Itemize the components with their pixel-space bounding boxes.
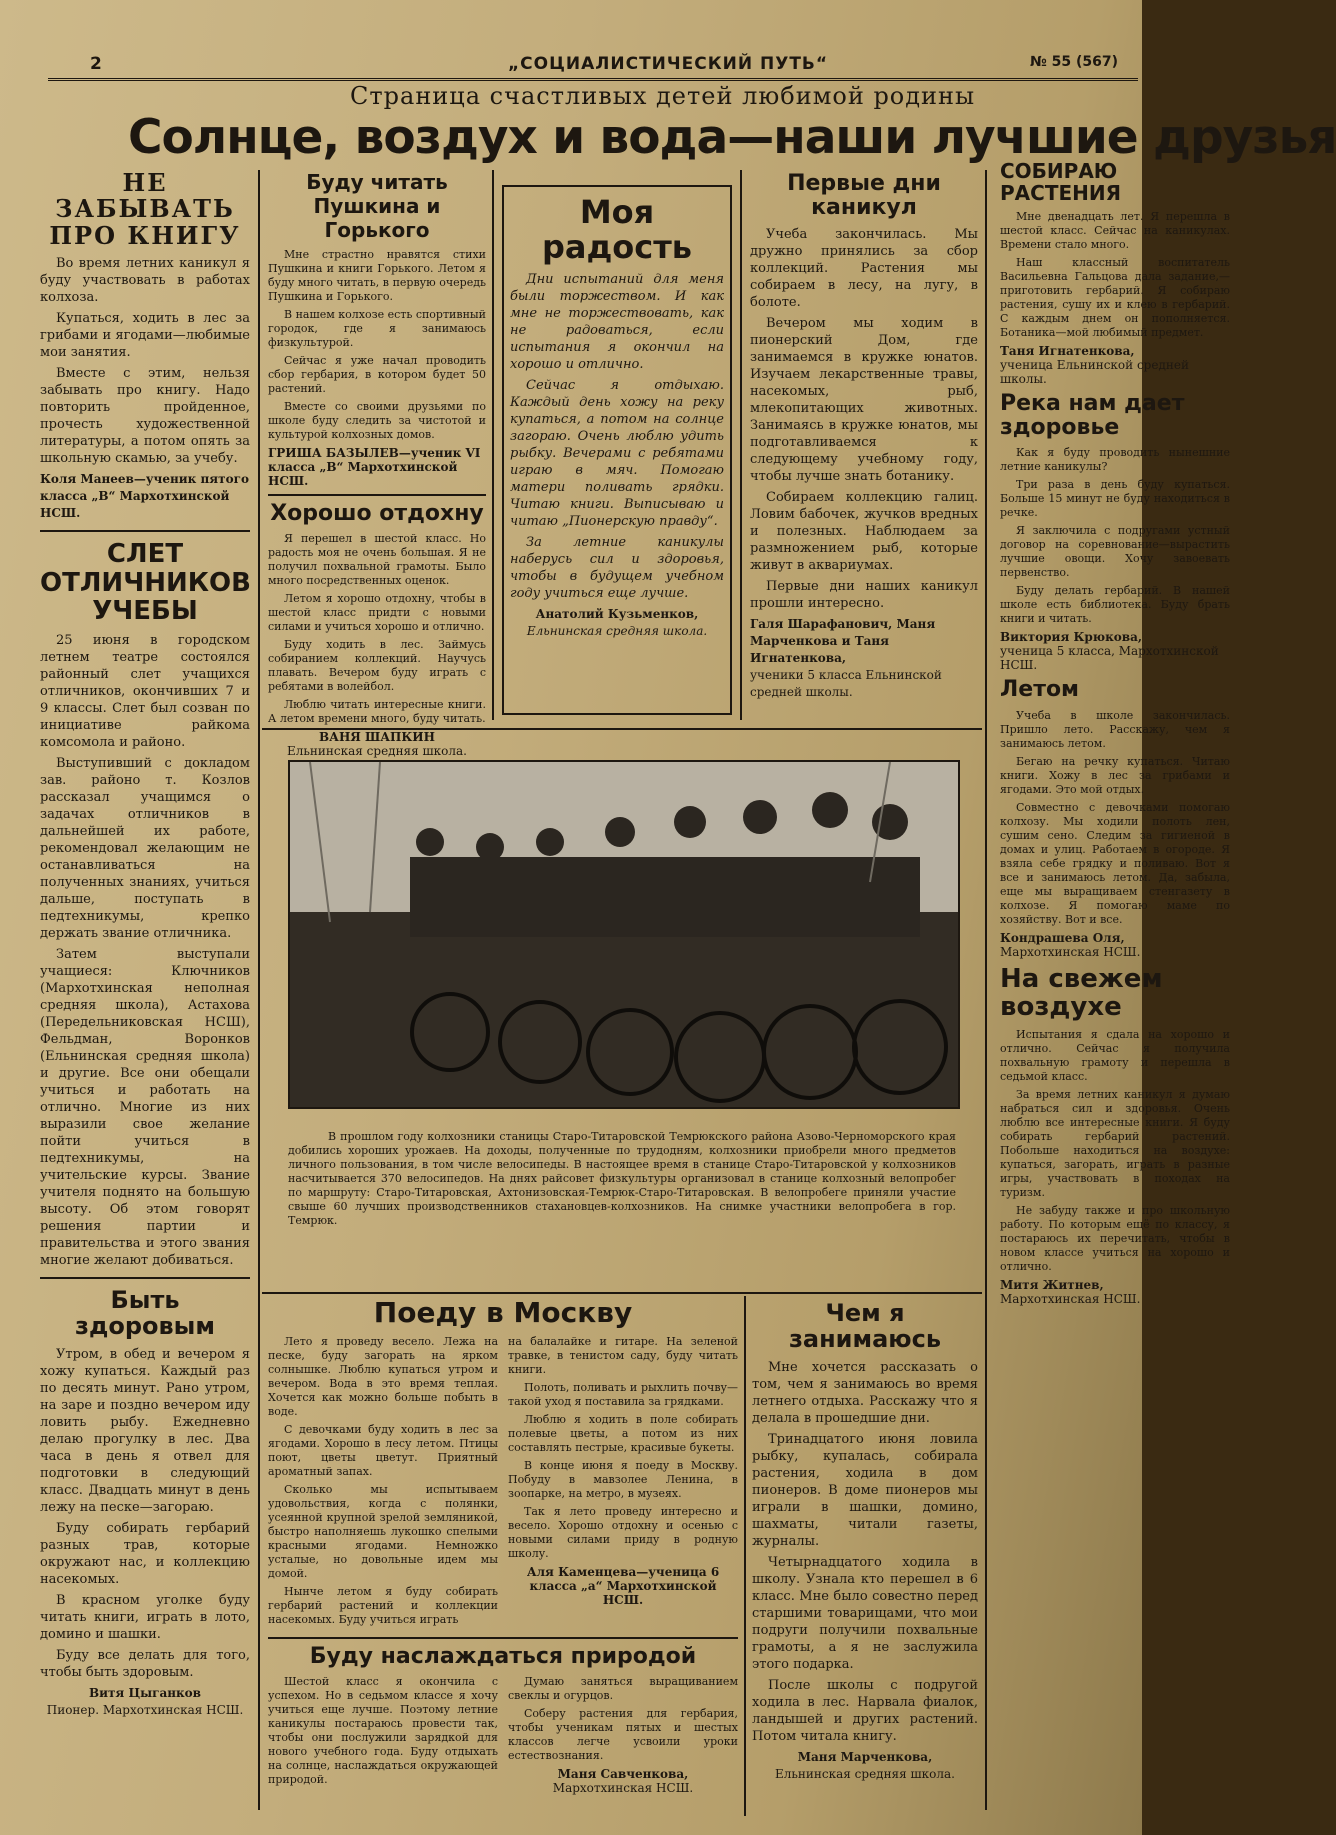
- cyclists-photo: [288, 760, 960, 1109]
- article-signature-school: Ельнинская средняя школа.: [526, 624, 708, 639]
- cyclists-photo-image: [290, 762, 958, 1107]
- article-signature-school: Ельнинская средняя школа.: [287, 744, 467, 759]
- article-paragraph: Думаю заняться выращиванием свеклы и огурцов.: [508, 1674, 738, 1702]
- article-title: Поеду в Москву: [373, 1296, 633, 1329]
- article-signature-school: Ельнинская средняя школа.: [775, 1766, 955, 1781]
- article-paragraph: Купаться, ходить в лес за грибами и ягодами—любимые мои занятия.: [40, 311, 250, 361]
- article-paragraph: Сколько мы испытываем удовольствия, когда с полянки, усеянной крупной зрелой земляникой, быстро наполняешь лукошко спелыми красными ягодами. Немножко усталые, но довольные идем мы домой.: [268, 1482, 498, 1580]
- article-signature: Коля Манеев—ученик пятого класса „В“ Мархотхинской НСШ.: [40, 472, 249, 521]
- article-title: Чем я занимаюсь: [788, 1299, 942, 1354]
- article-paragraph: Учеба в школе закончилась. Пришло лето. Расскажу, чем я занимаюсь летом.: [1000, 708, 1230, 750]
- article-paragraph: За летние каникулы наберусь сил и здоровья, чтобы в будущем учебном году учиться еще лучше.: [510, 535, 724, 602]
- column-rule: [744, 1296, 746, 1816]
- article-paragraph: Три раза в день буду купаться. Больше 15 минут не буду находиться в речке.: [1000, 478, 1230, 520]
- article-signature: Галя Шарафанович, Маня Марченкова и Таня Игнатенкова,: [750, 617, 936, 666]
- article-paragraph: Мне страстно нравятся стихи Пушкина и книги Горького. Летом я буду много читать, в первую очередь Пушкина и Горького.: [268, 248, 486, 303]
- article-signature: Митя Житнев,: [1000, 1277, 1104, 1292]
- article-divider: [40, 1277, 250, 1279]
- article-column: [508, 1335, 738, 1631]
- article-signature: Маня Савченкова,: [557, 1766, 689, 1781]
- article-paragraph: Полоть, поливать и рыхлить почву—такой уход я поставила за грядками.: [508, 1380, 738, 1408]
- article-paragraph: Во время летних каникул я буду участвовать в работах колхоза.: [40, 256, 250, 306]
- article-paragraph: Первые дни наших каникул прошли интересно.: [750, 579, 978, 612]
- section-rule: [262, 1292, 982, 1294]
- article-paragraph: Я перешел в шестой класс. Но радость моя не очень большая. Я не получил похвальной грамоты. Было много посредственных оценок.: [268, 532, 486, 588]
- newspaper-name: „СОЦИАЛИСТИЧЕСКИЙ ПУТЬ“: [508, 54, 829, 74]
- article-paragraph: Как я буду проводить нынешние летние каникулы?: [1000, 446, 1230, 474]
- article-paragraph: Затем выступали учащиеся: Ключников (Мархотхинская неполная средняя школа), Астахова (Передельниковская НСШ), Фельдман, Воронков (Ельнинская средняя школа) и другие. Все они обещали учиться и работать на отлично. Многие из них выразили свое желание пойти учиться в педтехникумы, на учительские курсы. Звание учителя поднято на большую высоту. Об этом говорят решения партии и правительства и этого звания многие желают добиваться.: [40, 946, 250, 1268]
- article-title: Буду наслаждаться природой: [309, 1643, 697, 1669]
- article-paragraph: Буду собирать гербарий разных трав, которые окружают нас, и коллекцию насекомых.: [40, 1520, 250, 1587]
- article-signature: Аля Каменцева—ученица 6 класса „а“ Мархотхинской НСШ.: [526, 1564, 720, 1607]
- article-paragraph: Не забуду также и про школьную работу. По которым ещё по классу, я постараюсь их перечитать, чтобы в новом классе учиться на хорошо и отлично.: [1000, 1203, 1230, 1273]
- article-signature: Таня Игнатенкова,: [1000, 344, 1135, 358]
- photo-caption-text: В прошлом году колхозники станицы Старо-Титаровской Темрюкского района Азово-Черноморского края добились хороших урожаев. На доходы, полученные по трудодням, колхозники приобрели много предметов личного пользования, в том числе велосипеды. В настоящее время в станице Старо-Титаровской у колхозников насчитывается 370 велосипедов. На днях райсовет физкультуры организовал в станице колхозный велопробег по маршруту: Старо-Титаровская, Ахтонизовская-Темрюк-Старо-Титаровская. В велопробеге приняли участие свыше 60 лучших производственников стахановцев-колхозников. На снимке участники велопробега в гор. Темрюк.: [288, 1130, 956, 1227]
- article-title: На свежем воздухе: [1000, 963, 1163, 1023]
- article-paragraph: После школы с подругой ходила в лес. Нарвала фиалок, ландышей и других растений. Потом читала книгу.: [752, 1677, 978, 1744]
- article-signature-school: Мархотхинская НСШ.: [1000, 1291, 1141, 1306]
- article-paragraph: Дни испытаний для меня были торжеством. И как мне не торжествовать, как не радоваться, если испытания я окончил на хорошо и отлично.: [510, 272, 724, 373]
- bottom-right-block: [752, 1300, 978, 1789]
- article-signature-school: Мархотхинская НСШ.: [1000, 944, 1141, 959]
- article-signature: Маня Марченкова,: [797, 1749, 933, 1764]
- article-paragraph: Сейчас я уже начал проводить сбор гербария, в котором будет 50 растений.: [268, 354, 486, 395]
- column-rule: [492, 170, 494, 720]
- article-paragraph: Собираем коллекцию галиц. Ловим бабочек, жучков вредных и полезных. Наблюдаем за размножением рыб, которые живут в аквариумах.: [750, 490, 978, 574]
- article-divider: [268, 1637, 738, 1639]
- article-divider: [40, 530, 250, 532]
- article-paragraph: Наш классный воспитатель Васильевна Гальцова дала задание,—приготовить гербарий. Я собираю растения, сушу их и клею в гербарий. С каждым днем он пополняется. Ботаника—мой любимый предмет.: [1000, 256, 1230, 339]
- article-signature-school: Пионер. Мархотхинская НСШ.: [46, 1702, 244, 1717]
- column-fourth: [750, 172, 978, 707]
- article-paragraph: Буду делать гербарий. В нашей школе есть библиотека. Буду брать книги и читать.: [1000, 584, 1230, 626]
- article-title: Летом: [1000, 677, 1080, 703]
- article-paragraph: Я заключила с подругами устный договор на соревнование—вырастить лучшие овощи. Хочу завоевать первенство.: [1000, 524, 1230, 580]
- article-paragraph: Учеба закончилась. Мы дружно принялись за сбор коллекций. Растения мы собираем в лесу, на лугу, в болоте.: [750, 227, 978, 311]
- article-paragraph: Летом я хорошо отдохну, чтобы в шестой класс придти с новыми силами и учиться хорошо и отлично.: [268, 592, 486, 634]
- issue-number: № 55 (567): [1029, 54, 1118, 70]
- article-signature: Анатолий Кузьменков,: [535, 607, 699, 622]
- article-paragraph: С девочками буду ходить в лес за ягодами. Хорошо в лесу летом. Птицы поют, цветы цветут. Приятный ароматный запах.: [268, 1422, 498, 1478]
- article-title: Хорошо отдохну: [270, 501, 484, 526]
- masthead: [48, 48, 1138, 81]
- article-paragraph: Утром, в обед и вечером я хожу купаться. Каждый раз по десять минут. Рано утром, на заре и поздно вечером иду ловить рыбу. Ежедневно делаю прогулку в лес. Два часа в день я отвел для подготовки в следующий класс. Двадцать минут в день лежу на песке—загораю.: [40, 1346, 250, 1515]
- article-signature-school: ученица 5 класса, Мархотхинской НСШ.: [1000, 644, 1219, 673]
- photo-caption: [288, 1130, 956, 1228]
- article-signature: Витя Цыганков: [88, 1685, 202, 1700]
- article-paragraph: Буду ходить в лес. Займусь собиранием коллекций. Научусь плавать. Вечером буду играть с ребятами в волейбол.: [268, 638, 486, 694]
- article-column: [268, 1335, 498, 1631]
- article-divider: [268, 494, 486, 496]
- article-paragraph: Люблю читать интересные книги. А летом времени много, буду читать.: [268, 698, 486, 726]
- column-third-boxed: [502, 185, 732, 715]
- article-title: Первые дни каникул: [787, 171, 941, 221]
- article-signature: ВАНЯ ШАПКИН: [319, 730, 435, 745]
- article-paragraph: Испытания я сдала на хорошо и отлично. Сейчас я получила похвальную грамоту и перешла в седьмой класс.: [1000, 1027, 1230, 1083]
- article-paragraph: В красном уголке буду читать книги, играть в лото, домино и шашки.: [40, 1592, 250, 1642]
- column-rule: [985, 170, 987, 1810]
- article-signature-school: ученики 5 класса Ельнинской средней школы.: [750, 668, 942, 700]
- bottom-left-block: [268, 1298, 738, 1801]
- page-headline: Солнце, воздух и вода—наши лучшие друзья: [128, 110, 1336, 165]
- article-paragraph: на балалайке и гитаре. На зеленой травке, в тенистом саду, буду читать книги.: [508, 1334, 738, 1376]
- article-title: Река нам дает здоровье: [1000, 391, 1185, 441]
- article-column: [268, 1675, 498, 1801]
- page-number: 2: [90, 54, 102, 74]
- page-subhead: Страница счастливых детей любимой родины: [350, 82, 976, 110]
- article-title: Моя радость: [541, 193, 693, 267]
- article-signature-school: Мархотхинская НСШ.: [552, 1780, 694, 1795]
- article-paragraph: За время летних каникул я думаю набраться сил и здоровья. Очень люблю все интересные книги. Я буду собирать гербарий растений. Побольше находиться на воздухе: купаться, загорать, играть в разные игры, участвовать в походах на туризм.: [1000, 1087, 1230, 1199]
- article-title: НЕ ЗАБЫВАТЬ ПРО КНИГУ: [49, 168, 241, 250]
- article-column: [508, 1675, 738, 1801]
- article-title: СЛЕТ ОТЛИЧНИКОВ УЧЕБЫ: [40, 539, 251, 627]
- article-paragraph: Вместе с этим, нельзя забывать про книгу. Надо повторить пройденное, прочесть художественной литературы, а потом опять за школьную скамью, за учебу.: [40, 366, 250, 467]
- article-paragraph: В нашем колхозе есть спортивный городок, где я занимаюсь физкультурой.: [268, 308, 487, 349]
- article-paragraph: 25 июня в городском летнем театре состоялся районный слет учащихся отличников, окончивших 7 и 9 классы. Слет был созван по инициативе райкома комсомола и районо.: [40, 632, 250, 750]
- article-paragraph: Вечером мы ходим в пионерский Дом, где занимаемся в кружке юнатов. Изучаем лекарственные травы, насекомых, рыб, млекопитающих животных. Занимаясь в кружке юнатов, мы подготавливаемся к следующему учебному году, чтобы лучше знать ботанику.: [750, 316, 978, 485]
- article-paragraph: Люблю я ходить в поле собирать полевые цветы, а потом из них составлять пестрые, красивые букеты.: [508, 1412, 738, 1454]
- column-second: [268, 170, 486, 764]
- article-paragraph: Мне двенадцать лет. Я перешла в шестой класс. Сейчас на каникулах. Времени стало много.: [1000, 210, 1230, 251]
- article-paragraph: Шестой класс я окончила с успехом. Но в седьмом классе я хочу учиться еще лучше. Поэтому летние каникулы постараюсь провести так, чтобы они послужили зарядкой для нового учебного года. Буду отдыхать на солнце, наслаждаться окружающей природой.: [268, 1674, 498, 1786]
- article-paragraph: Так я лето проведу интересно и весело. Хорошо отдохну и осенью с новыми силами приду в родную школу.: [508, 1504, 738, 1560]
- right-edge-column: [1000, 159, 1230, 1835]
- article-paragraph: Четырнадцатого ходила в школу. Узнала кто перешел в 6 класс. Мне было совестно перед старшими товарищами, что мои подруги получили похвальные грамоты, а я не заслужила этого подарка.: [752, 1554, 978, 1672]
- article-paragraph: Буду все делать для того, чтобы быть здоровым.: [40, 1647, 250, 1680]
- article-paragraph: Вместе со своими друзьями по школе буду следить за чистотой и культурой колхозных домов.: [268, 400, 486, 441]
- article-paragraph: Сейчас я отдыхаю. Каждый день хожу на реку купаться, а потом на солнце загораю. Очень люблю удить рыбку. Вечерами с ребятами играю в мяч. Помогаю матери поливать грядки. Читаю книги. Выписываю и читаю „Пионерскую правду“.: [510, 378, 724, 530]
- article-paragraph: Тринадцатого июня ловила рыбку, купалась, собирала растения, ходила в дом пионеров. В доме пионеров мы играли в шашки, домино, шахматы, читали газеты, журналы.: [752, 1431, 978, 1549]
- article-paragraph: Нынче летом я буду собирать гербарий растений и коллекции насекомых. Буду учиться играть: [268, 1584, 498, 1626]
- article-paragraph: В конце июня я поеду в Москву. Побуду в мавзолее Ленина, в зоопарке, на метро, в музеях.: [508, 1458, 738, 1500]
- article-paragraph: Лето я проведу весело. Лежа на песке, буду загорать на ярком солнышке. Люблю купаться утром и вечером. Вода в это время теплая. Хочется как можно больше побыть в воде.: [268, 1334, 498, 1418]
- column-rule: [740, 170, 742, 720]
- article-signature: ГРИША БАЗЫЛЕВ—ученик VI класса „В“ Мархотхинской НСШ.: [268, 446, 481, 488]
- article-title: СОБИРАЮ РАСТЕНИЯ: [1000, 159, 1121, 205]
- article-title: Буду читать Пушкина и Горького: [306, 170, 448, 242]
- article-paragraph: Совместно с девочками помогаю колхозу. Мы ходили полоть лен, сушим сено. Следим за гигиеной в домах и улиц. Работаем в огороде. Я взяла себе грядку и поливаю. Вот я все и занимаюсь летом. Да, забыла, еще мы выращиваем стенгазету в колхозе. Я помогаю маме по хозяйству. Вот и все.: [1000, 800, 1230, 926]
- column-rule: [258, 170, 260, 1810]
- article-signature: Кондрашева Оля,: [1000, 930, 1125, 945]
- column-left: [40, 170, 250, 1725]
- article-signature: Виктория Крюкова,: [1000, 630, 1143, 645]
- article-paragraph: Соберу растения для гербария, чтобы ученикам пятых и шестых классов легче усвоили уроки естествознания.: [508, 1706, 738, 1762]
- article-paragraph: Бегаю на речку купаться. Читаю книги. Хожу в лес за грибами и ягодами. Это мой отдых.: [1000, 754, 1230, 796]
- article-title: Быть здоровым: [75, 1285, 215, 1341]
- article-paragraph: Выступивший с докладом зав. районо т. Козлов рассказал учащимся о задачах отличников в дальнейшей их работе, рекомендовал желающим не останавливаться на полученных знаниях, учиться дальше, поступать в педтехникумы, крепко держать звание отличника.: [40, 755, 250, 941]
- article-signature-school: ученица Ельнинской средней школы.: [1000, 358, 1189, 386]
- article-paragraph: Мне хочется рассказать о том, чем я занимаюсь во время летнего отдыха. Расскажу что я делала в прошедшие дни.: [752, 1359, 978, 1426]
